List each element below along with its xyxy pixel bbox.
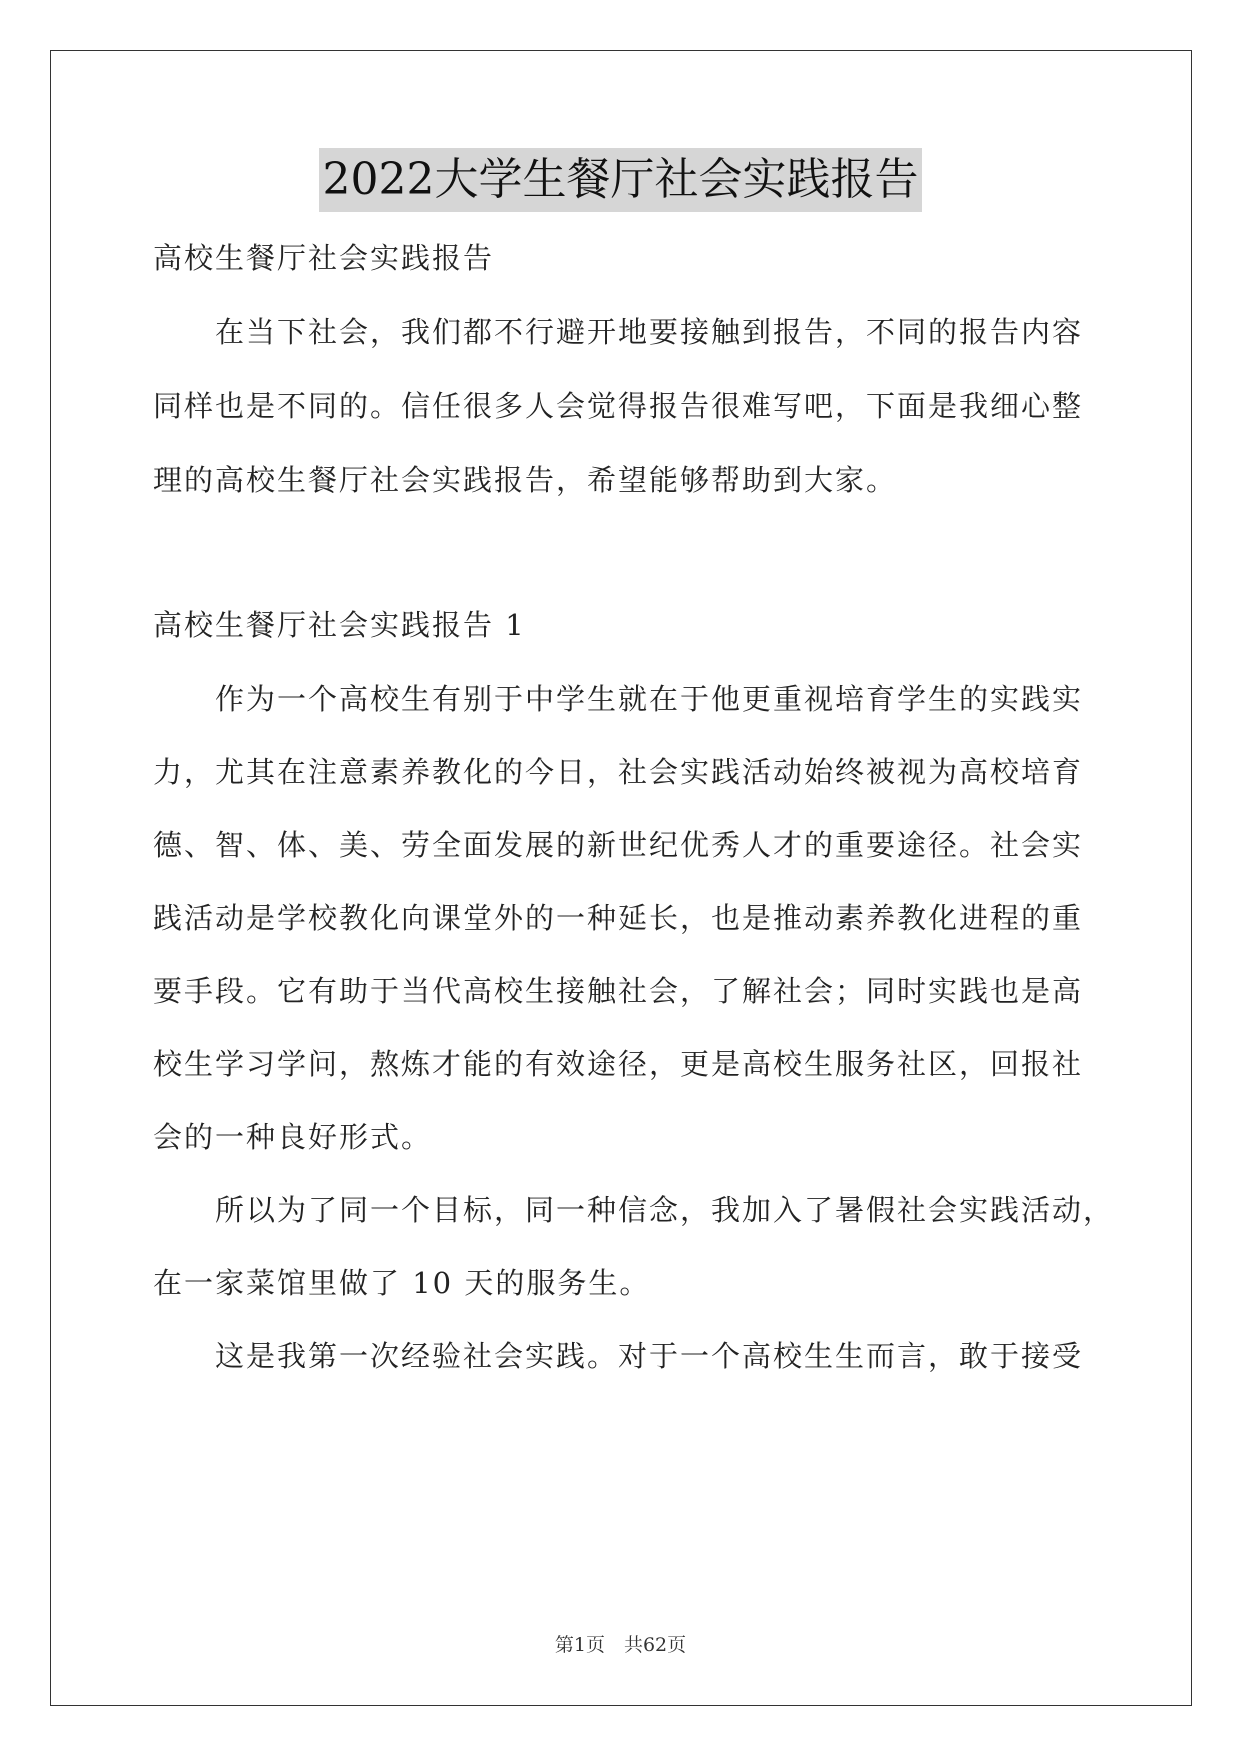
section-heading: 高校生餐厅社会实践报告 1 <box>153 608 526 642</box>
body-line: 校生学习学问，熬炼才能的有效途径，更是高校生服务社区，回报社 <box>153 1047 1084 1081</box>
page-footer: 第1页 共62页 <box>554 1634 687 1656</box>
document-title: 2022大学生餐厅社会实践报告 <box>319 148 923 212</box>
body-line: 践活动是学校教化向课堂外的一种延长，也是推动素养教化进程的重 <box>153 901 1084 935</box>
body-line: 所以为了同一个目标，同一种信念，我加入了暑假社会实践活动， <box>153 1193 1115 1227</box>
body-line: 要手段。它有助于当代高校生接触社会，了解社会；同时实践也是高 <box>153 974 1084 1008</box>
document-subtitle: 高校生餐厅社会实践报告 <box>153 241 495 275</box>
body-line: 会的一种良好形式。 <box>153 1120 433 1154</box>
intro-line: 理的高校生餐厅社会实践报告，希望能够帮助到大家。 <box>153 463 898 497</box>
body-line: 作为一个高校生有别于中学生就在于他更重视培育学生的实践实 <box>153 682 1084 716</box>
intro-line: 在当下社会，我们都不行避开地要接触到报告，不同的报告内容 <box>153 315 1084 349</box>
body-line: 在一家菜馆里做了 10 天的服务生。 <box>153 1266 651 1300</box>
intro-line: 同样也是不同的。信任很多人会觉得报告很难写吧，下面是我细心整 <box>153 389 1084 423</box>
body-line: 力，尤其在注意素养教化的今日，社会实践活动始终被视为高校培育 <box>153 755 1084 789</box>
body-line: 这是我第一次经验社会实践。对于一个高校生生而言，敢于接受 <box>153 1339 1084 1373</box>
body-line: 德、智、体、美、劳全面发展的新世纪优秀人才的重要途径。社会实 <box>153 828 1084 862</box>
title-container <box>0 148 1241 212</box>
page-border <box>50 50 1192 1706</box>
